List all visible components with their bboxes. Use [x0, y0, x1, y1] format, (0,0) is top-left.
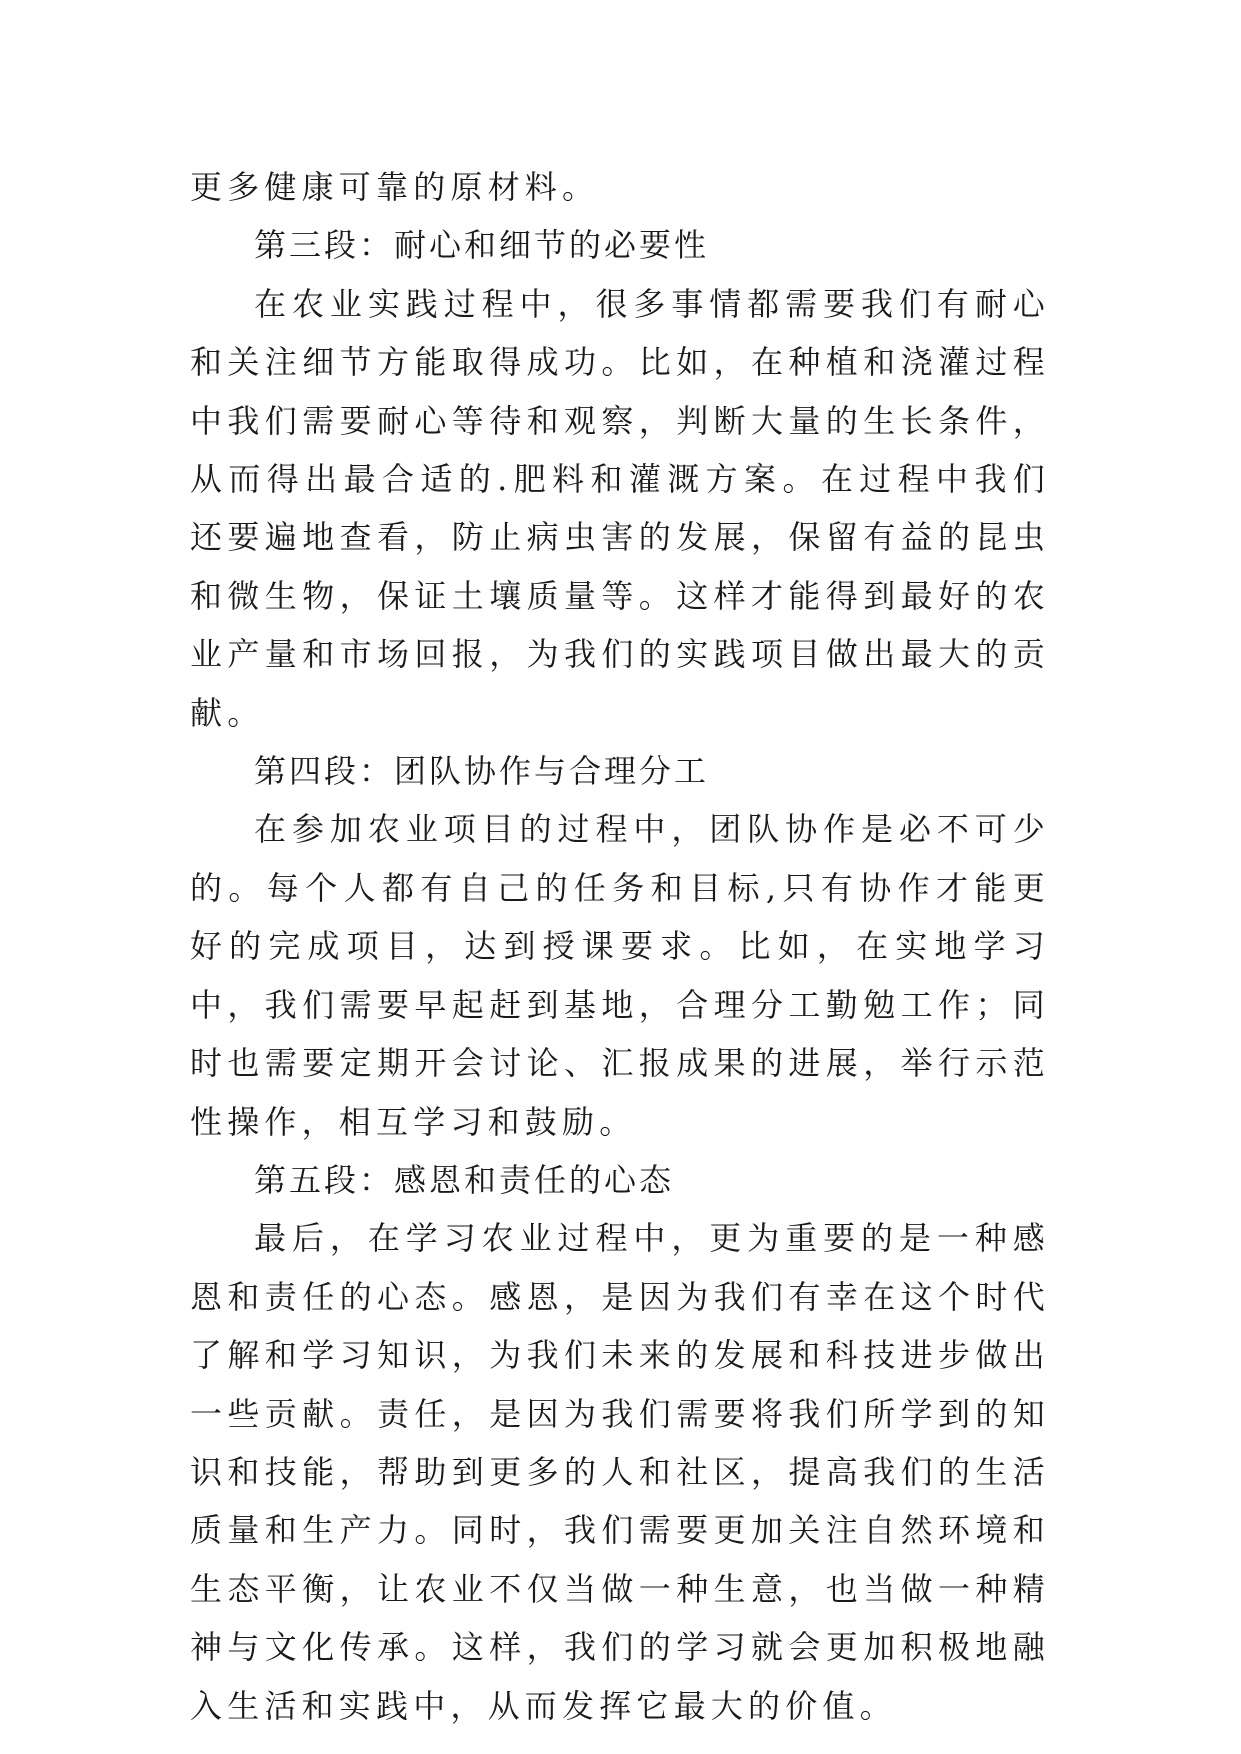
section-body-3: 在农业实践过程中，很多事情都需要我们有耐心和关注细节方能取得成功。比如，在种植和浇灌过程中我们需要耐心等待和观察，判断大量的生长条件，从而得出最合适的.肥料和灌溉方案。在过程中我们还要遍地查看，防止病虫害的发展，保留有益的昆虫和微生物，保证土壤质量等。这样才能得到最好的农业产量和市场回报，为我们的实践项目做出最大的贡献。	[190, 284, 1050, 732]
section-heading-5: 第五段：感恩和责任的心态	[254, 1160, 675, 1199]
section-heading-4: 第四段：团队协作与合理分工	[254, 752, 710, 791]
continuation-paragraph: 更多健康可靠的原材料。	[190, 168, 600, 206]
section-heading-3: 第三段：耐心和细节的必要性	[254, 226, 710, 265]
section-body-4: 在参加农业项目的过程中，团队协作是必不可少的。每个人都有自己的任务和目标,只有协作才能更好的完成项目，达到授课要求。比如，在实地学习中，我们需要早起赶到基地，合理分工勤勉工作；同时也需要定期开会讨论、汇报成果的进展，举行示范性操作，相互学习和鼓励。	[190, 810, 1050, 1141]
document-body	[190, 158, 1050, 1735]
section-body-5: 最后，在学习农业过程中，更为重要的是一种感恩和责任的心态。感恩，是因为我们有幸在这个时代了解和学习知识，为我们未来的发展和科技进步做出一些贡献。责任，是因为我们需要将我们所学到的知识和技能，帮助到更多的人和社区，提高我们的生活质量和生产力。同时，我们需要更加关注自然环境和生态平衡，让农业不仅当做一种生意，也当做一种精神与文化传承。这样，我们的学习就会更加积极地融入生活和实践中，从而发挥它最大的价值。	[190, 1219, 1050, 1725]
